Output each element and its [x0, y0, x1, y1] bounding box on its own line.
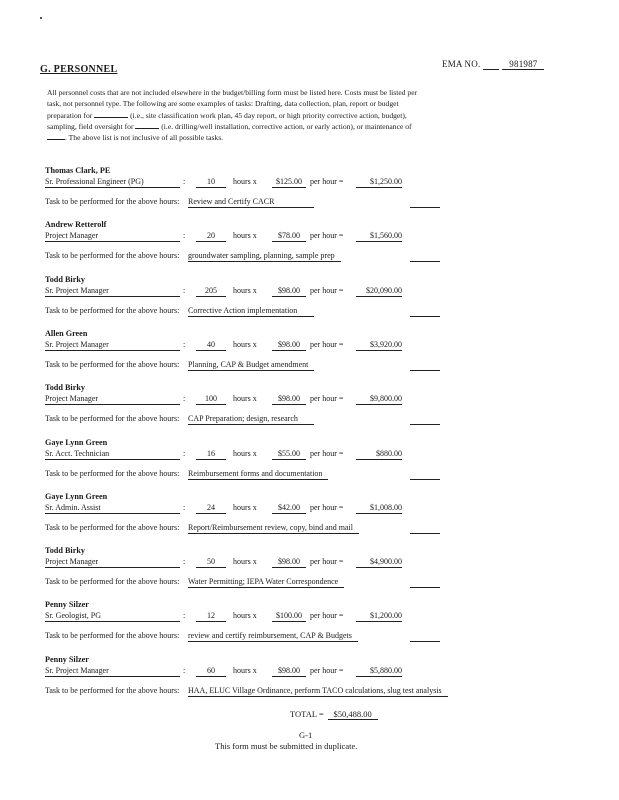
- task-blank-line: [410, 261, 440, 262]
- per-hour-label: per hour =: [310, 611, 344, 621]
- hours-x-label: hours x: [233, 611, 257, 621]
- employee-title: Sr. Project Manager: [45, 666, 180, 677]
- hours-value: 40: [196, 340, 226, 351]
- colon: :: [183, 177, 186, 186]
- hours-x-label: hours x: [233, 394, 257, 404]
- line-total-value: $880.00: [356, 449, 402, 460]
- task-description: Reimbursement forms and documentation: [188, 469, 328, 480]
- total-label: TOTAL =: [290, 709, 324, 719]
- per-hour-label: per hour =: [310, 177, 344, 186]
- personnel-entry: [0, 383, 619, 437]
- rate-value: $98.00: [272, 286, 306, 297]
- task-description: CAP Preparation; design, research: [188, 414, 314, 425]
- hours-x-label: hours x: [233, 231, 257, 241]
- rate-value: $98.00: [272, 340, 306, 351]
- task-blank-line: [410, 370, 440, 371]
- hours-value: 20: [196, 231, 226, 242]
- colon: :: [183, 448, 186, 458]
- task-description: Report/Reimbursement review, copy, bind and mail: [188, 523, 359, 534]
- task-label: Task to be performed for the above hours:: [45, 359, 180, 369]
- task-blank-line: [410, 533, 440, 534]
- employee-title: Sr. Project Manager: [45, 340, 180, 351]
- employee-title: Sr. Admin. Assist: [45, 503, 180, 514]
- rate-value: $98.00: [272, 394, 306, 405]
- employee-name: Todd Birky: [45, 546, 85, 556]
- hours-x-label: hours x: [233, 448, 257, 458]
- task-blank-line: [410, 696, 440, 697]
- section-heading: G. PERSONNEL: [40, 64, 118, 75]
- per-hour-label: per hour =: [310, 394, 344, 404]
- task-label: Task to be performed for the above hours:: [45, 197, 180, 206]
- task-description: groundwater sampling, planning, sample prep: [188, 251, 341, 262]
- ema-label: EMA NO.: [442, 59, 481, 69]
- employee-name: Allen Green: [45, 328, 88, 338]
- blank-line: [47, 132, 65, 140]
- task-label: Task to be performed for the above hours:: [45, 631, 180, 641]
- task-label: Task to be performed for the above hours:: [45, 685, 180, 695]
- colon: :: [183, 394, 186, 404]
- task-label: Task to be performed for the above hours:: [45, 414, 180, 424]
- task-label: Task to be performed for the above hours:: [45, 522, 180, 532]
- hours-value: 50: [196, 557, 226, 568]
- rate-value: $55.00: [272, 449, 306, 460]
- employee-name: Todd Birky: [45, 274, 85, 284]
- hours-x-label: hours x: [233, 502, 257, 512]
- employee-title: Sr. Geologist, PG: [45, 611, 180, 622]
- line-total-value: $4,900.00: [356, 557, 402, 568]
- hours-value: 12: [196, 611, 226, 622]
- page-number: G-1: [299, 730, 313, 740]
- scan-speck: [40, 17, 42, 19]
- hours-x-label: hours x: [233, 665, 257, 675]
- employee-title: Project Manager: [45, 394, 180, 405]
- employee-name: Todd Birky: [45, 383, 85, 393]
- per-hour-label: per hour =: [310, 557, 344, 567]
- task-description: Review and Certify CACR: [188, 197, 314, 208]
- personnel-entry: [0, 329, 619, 383]
- colon: :: [183, 285, 186, 295]
- rate-value: $98.00: [272, 666, 306, 677]
- employee-title: Sr. Project Manager: [45, 286, 180, 297]
- task-blank-line: [410, 587, 440, 588]
- hours-value: 60: [196, 666, 226, 677]
- personnel-entry: [0, 275, 619, 329]
- hours-x-label: hours x: [233, 285, 257, 295]
- task-label: Task to be performed for the above hours:: [45, 577, 180, 587]
- hours-value: 205: [196, 286, 226, 297]
- colon: :: [183, 231, 186, 241]
- task-blank-line: [410, 479, 440, 480]
- task-label: Task to be performed for the above hours:: [45, 305, 180, 315]
- line-total-value: $5,880.00: [356, 666, 402, 677]
- task-description: Planning, CAP & Budget amendment: [188, 360, 314, 371]
- task-label: Task to be performed for the above hours:: [45, 468, 180, 478]
- line-total-value: $3,920.00: [356, 340, 402, 351]
- employee-name: Thomas Clark, PE: [45, 166, 111, 175]
- task-label: Task to be performed for the above hours:: [45, 251, 180, 261]
- per-hour-label: per hour =: [310, 339, 344, 349]
- hours-x-label: hours x: [233, 557, 257, 567]
- colon: :: [183, 502, 186, 512]
- personnel-entry: [0, 492, 619, 546]
- line-total-value: $20,090.00: [356, 286, 402, 297]
- line-total-value: $9,800.00: [356, 394, 402, 405]
- footer-note: This form must be submitted in duplicate.: [215, 741, 358, 751]
- employee-name: Penny Silzer: [45, 654, 89, 664]
- hours-value: 24: [196, 503, 226, 514]
- grand-total-row: [290, 709, 378, 720]
- personnel-entry: [0, 546, 619, 600]
- per-hour-label: per hour =: [310, 665, 344, 675]
- per-hour-label: per hour =: [310, 502, 344, 512]
- personnel-entry: [0, 600, 619, 654]
- employee-name: Gaye Lynn Green: [45, 437, 108, 447]
- hours-value: 100: [196, 394, 226, 405]
- ema-blank: [483, 61, 499, 70]
- rate-value: $100.00: [272, 611, 306, 622]
- employee-name: Gaye Lynn Green: [45, 491, 108, 501]
- blank-line: [135, 121, 159, 129]
- personnel-entry: [0, 438, 619, 492]
- hours-x-label: hours x: [233, 177, 257, 186]
- employee-title: Project Manager: [45, 231, 180, 242]
- personnel-entry: [0, 220, 619, 274]
- grand-total-value: $50,488.00: [328, 709, 378, 720]
- employee-name: Andrew Retterolf: [45, 220, 107, 230]
- ema-number-field: [442, 59, 544, 70]
- employee-title: Project Manager: [45, 557, 180, 568]
- line-total-value: $1,250.00: [356, 177, 402, 188]
- task-description: review and certify reimbursement, CAP & Budgets: [188, 631, 358, 642]
- colon: :: [183, 611, 186, 621]
- employee-name: Penny Silzer: [45, 600, 89, 610]
- task-description: Water Permitting; IEPA Water Correspondence: [188, 577, 344, 588]
- task-blank-line: [410, 641, 440, 642]
- intro-paragraph: All personnel costs that are not included elsewhere in the budget/billing form must be listed here. Costs must be listed per task, not personnel type. The following are some examples of tasks: Drafting, data collection, plan, report or budget preparation for (i.e., site classification work plan, 45 day report, or high priority corrective action, budget), sampling, field oversight for (i.e. drilling/well installation, corrective action, or early action), or maintenance of . The above list is not inclusive of all possible tasks.: [47, 88, 418, 143]
- personnel-entry: [0, 166, 619, 220]
- task-description: Corrective Action implementation: [188, 306, 314, 317]
- hours-x-label: hours x: [233, 339, 257, 349]
- per-hour-label: per hour =: [310, 448, 344, 458]
- colon: :: [183, 557, 186, 567]
- task-description: HAA, ELUC Village Ordinance, perform TACO calculations, slug test analysis: [188, 686, 448, 697]
- rate-value: $98.00: [272, 557, 306, 568]
- rate-value: $78.00: [272, 231, 306, 242]
- rate-value: $42.00: [272, 503, 306, 514]
- employee-title: Sr. Acct. Technician: [45, 449, 180, 460]
- rate-value: $125.00: [272, 177, 306, 188]
- ema-number: 981987: [502, 59, 544, 70]
- colon: :: [183, 339, 186, 349]
- per-hour-label: per hour =: [310, 285, 344, 295]
- hours-value: 10: [196, 177, 226, 188]
- per-hour-label: per hour =: [310, 231, 344, 241]
- hours-value: 16: [196, 449, 226, 460]
- task-blank-line: [410, 424, 440, 425]
- task-blank-line: [410, 316, 440, 317]
- task-blank-line: [410, 207, 440, 208]
- line-total-value: $1,560.00: [356, 231, 402, 242]
- line-total-value: $1,008.00: [356, 503, 402, 514]
- blank-line: [94, 110, 128, 118]
- colon: :: [183, 665, 186, 675]
- line-total-value: $1,200.00: [356, 611, 402, 622]
- personnel-entry: [0, 655, 619, 709]
- employee-title: Sr. Professional Engineer (PG): [45, 177, 180, 188]
